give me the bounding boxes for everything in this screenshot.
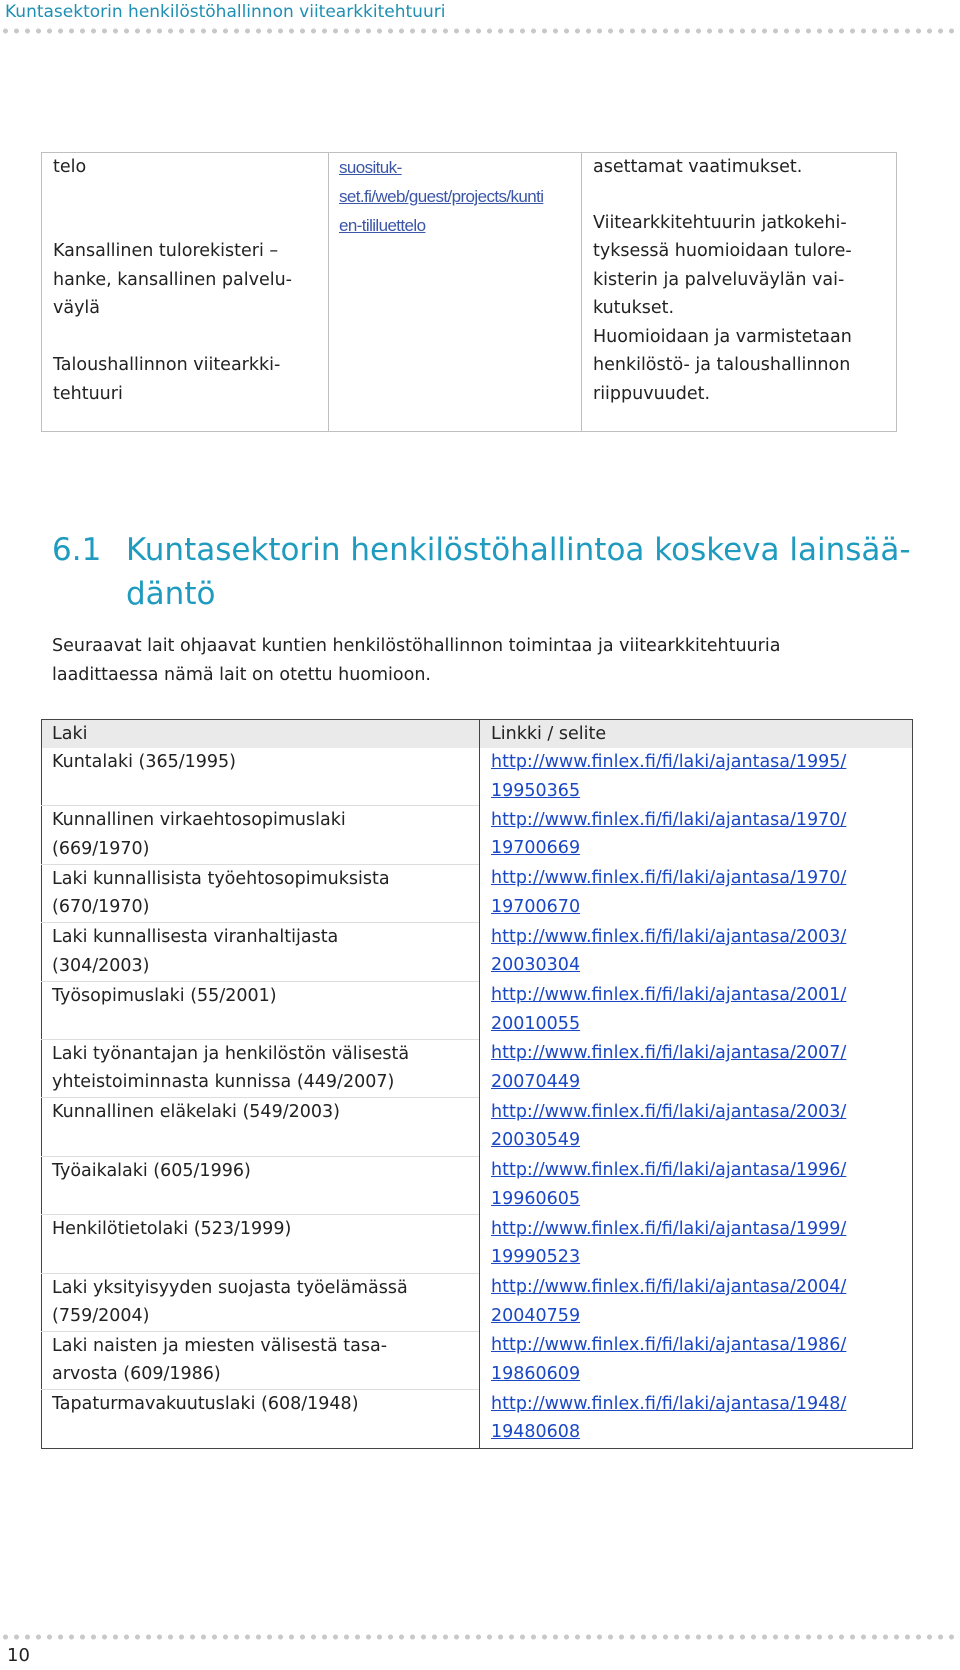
law-name-cell [42,1039,480,1097]
finlex-link[interactable]: http://www.finlex.fi/fi/laki/ajantasa/1970/ [491,809,847,830]
finlex-link[interactable]: http://www.finlex.fi/fi/laki/ajantasa/1995/ [491,752,847,772]
page-number: 10 [7,1645,30,1666]
top-table-col-3 [582,153,897,432]
finlex-link[interactable]: 19960605 [491,1188,581,1209]
link-column-header: Linkki / selite [480,720,913,749]
finlex-link[interactable]: http://www.finlex.fi/fi/laki/ajantasa/2004/ [491,1277,847,1298]
finlex-link[interactable]: 20030304 [491,955,581,976]
law-name-cell [42,1156,480,1214]
law-name-text: Kunnallinen virkaehtosopimuslaki [52,810,346,831]
law-name-text: Työsopimuslaki (55/2001) [52,985,277,1006]
section-title-line-1: Kuntasektorin henkilöstöhallintoa koskeva lainsää- [126,532,911,568]
law-link-cell [480,1390,913,1448]
law-table-header-row [42,720,913,749]
table-row [42,923,913,981]
finlex-link[interactable]: 19700670 [491,896,581,917]
law-link-cell [480,1039,913,1097]
law-name-text: Laki kunnallisesta viranhaltijasta [52,927,339,948]
law-name-text: Henkilötietolaki (523/1999) [52,1219,292,1240]
law-link-cell [480,1098,913,1156]
law-link-cell [480,864,913,922]
table-row [42,1156,913,1214]
law-name-text: Laki naisten ja miesten välisestä tasa- [52,1335,388,1356]
law-name-text: Kuntalaki (365/1995) [52,752,237,772]
section-number: 6.1 [52,532,102,568]
law-name-text: Laki yksityisyyden suojasta työelämässä [52,1277,408,1298]
table-row [42,864,913,922]
table-row [42,981,913,1039]
finlex-link[interactable]: http://www.finlex.fi/fi/laki/ajantasa/1986/ [491,1335,847,1356]
law-link-cell [480,1331,913,1389]
law-name-cell [42,1215,480,1273]
law-link-cell [480,1215,913,1273]
finlex-link[interactable]: 20010055 [491,1013,581,1034]
section-intro-paragraph: Seuraavat lait ohjaavat kuntien henkilöstöhallinnon toimintaa ja viitearkkitehtuuria laadittaessa nämä lait on otettu huomioon. [52,636,781,685]
law-name-text: (304/2003) [52,955,150,976]
law-name-text: (669/1970) [52,838,150,859]
top-cell-link[interactable]: suosituk- set.fi/web/guest/projects/kunti en-tililuettelo [339,158,544,235]
law-name-text: Työaikalaki (605/1996) [52,1160,251,1181]
law-name-cell [42,1331,480,1389]
top-cell-tulorekisteri: Kansallinen tulorekisteri – hanke, kansallinen palvelu- väylä [53,241,292,318]
law-link-cell [480,748,913,806]
table-row [42,1331,913,1389]
law-name-cell [42,748,480,806]
law-link-cell [480,806,913,864]
law-name-cell [42,981,480,1039]
finlex-link[interactable]: 19950365 [491,780,581,801]
table-row [42,806,913,864]
top-cell-telo: telo [53,157,87,177]
finlex-link[interactable]: http://www.finlex.fi/fi/laki/ajantasa/1970/ [491,868,847,889]
finlex-link[interactable]: 19990523 [491,1247,581,1268]
law-name-text: Tapaturmavakuutuslaki (608/1948) [52,1394,359,1415]
table-row [42,1215,913,1273]
finlex-link[interactable]: http://www.finlex.fi/fi/laki/ajantasa/1996/ [491,1160,847,1181]
section-heading [52,528,911,616]
law-name-cell [42,1390,480,1448]
law-name-text: (759/2004) [52,1306,150,1327]
law-link-cell [480,1273,913,1331]
table-row [42,1273,913,1331]
law-name-cell [42,864,480,922]
law-name-text: Laki työnantajan ja henkilöstön välisestä [52,1043,410,1064]
law-name-text: yhteistoiminnasta kunnissa (449/2007) [52,1072,395,1093]
law-table [41,719,913,1449]
top-cell-taloushallinto: Taloushallinnon viitearkki- tehtuuri [53,355,281,404]
law-name-cell [42,806,480,864]
law-link-cell [480,923,913,981]
footer-dotted-rule [0,1634,960,1640]
finlex-link[interactable]: 19480608 [491,1422,581,1443]
law-name-cell [42,1098,480,1156]
finlex-link[interactable]: 20030549 [491,1130,581,1151]
header-dotted-rule [0,28,960,34]
table-row [42,1039,913,1097]
finlex-link[interactable]: http://www.finlex.fi/fi/laki/ajantasa/1948/ [491,1393,847,1414]
document-header-title: Kuntasektorin henkilöstöhallinnon viitearkkitehtuuri [5,2,446,22]
table-row [42,1098,913,1156]
law-name-cell [42,1273,480,1331]
law-name-text: Laki kunnallisista työehtosopimuksista [52,868,390,889]
finlex-link[interactable]: 19700669 [491,838,581,859]
finlex-link[interactable]: 20040759 [491,1305,581,1326]
finlex-link[interactable]: http://www.finlex.fi/fi/laki/ajantasa/2001/ [491,985,847,1006]
finlex-link[interactable]: http://www.finlex.fi/fi/laki/ajantasa/2003/ [491,926,847,947]
law-link-cell [480,1156,913,1214]
finlex-link[interactable]: http://www.finlex.fi/fi/laki/ajantasa/2007/ [491,1043,847,1064]
law-name-text: (670/1970) [52,897,150,918]
top-table-col-2 [329,153,582,432]
top-table-col-1 [42,153,329,432]
finlex-link[interactable]: 20070449 [491,1071,581,1092]
law-column-header: Laki [42,720,480,749]
table-row [42,1390,913,1448]
finlex-link[interactable]: http://www.finlex.fi/fi/laki/ajantasa/1999/ [491,1218,847,1239]
top-cell-notes: asettamat vaatimukset. Viitearkkitehtuurin jatkokehi- tyksessä huomioidaan tulore- kisterin ja palveluväylän vai- kutukset. Huomioidaan ja varmistetaan henkilöstö- ja taloushallinnon riippuvuudet. [593,157,852,404]
section-title-line-2: däntö [126,576,216,612]
finlex-link[interactable]: 19860609 [491,1363,581,1384]
law-link-cell [480,981,913,1039]
law-name-text: arvosta (609/1986) [52,1364,221,1385]
table-row [42,748,913,806]
law-name-cell [42,923,480,981]
law-name-text: Kunnallinen eläkelaki (549/2003) [52,1102,340,1123]
finlex-link[interactable]: http://www.finlex.fi/fi/laki/ajantasa/2003/ [491,1101,847,1122]
top-continuation-table [41,152,897,432]
